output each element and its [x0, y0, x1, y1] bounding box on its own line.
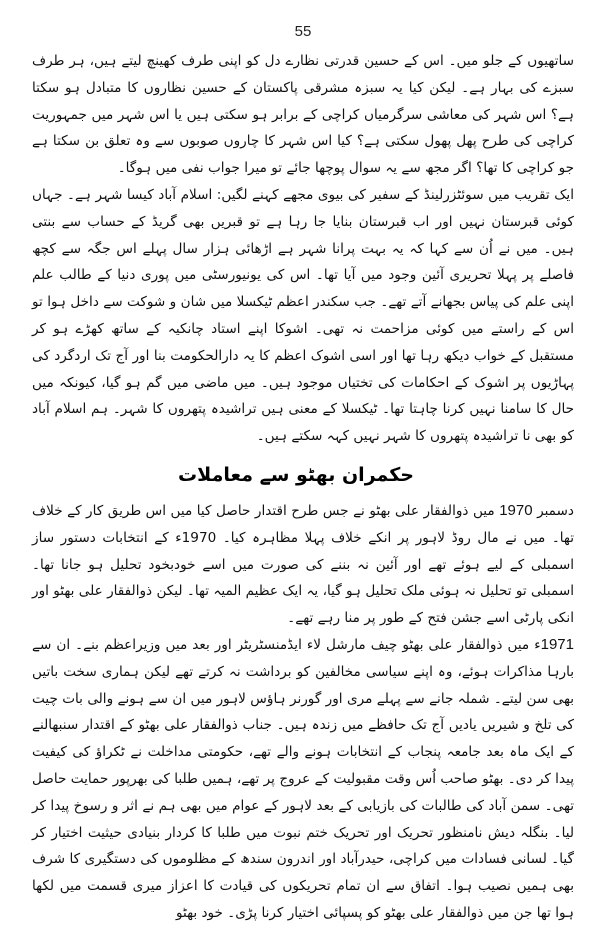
page-number: 55 — [294, 23, 312, 40]
paragraph-4 — [32, 632, 574, 927]
paragraph-3-text: میں ذوالفقار علی بھٹو نے جس طرح اقتدار حاصل کیا میں اس طریق کار کے خلاف تھا۔ میں نے مال روڈ لاہور پر انکے خلاف پہلا مظاہرہ کیا۔ 1970ء کے انتخابات دستور ساز اسمبلی کے لیے ہوئے تھے اور آئین نہ بننے کی صورت میں اسے خودبخود تحلیل ہو جانا تھا۔ اسمبلی تو تحلیل نہ ہوئی ملک تحلیل ہو گیا، یہ ایک عظیم المیہ تھا۔ لیکن ذوالفقار علی بھٹو اور انکی پارٹی اسے جشن فتح کے طور پر منا رہے تھے۔ — [32, 502, 574, 627]
paragraph-3-lead: دسمبر — [532, 502, 574, 519]
paragraph-4-year: 1971 — [540, 635, 574, 653]
paragraph-1: ساتھیوں کے جلو میں۔ اس کے حسین قدرتی نظارے دل کو اپنی طرف کھینچ لیتے ہیں، ہر طرف سبزے کی بہار ہے۔ لیکن کیا یہ سبزہ مشرقی پاکستان کے حسین نظاروں کا متبادل ہو سکتا ہے؟ اس شہر کی معاشی سرگرمیاں کراچی کے برابر ہو سکتی ہیں یا اس شہر میں جمہوریت کراچی کی طرح پھل پھول سکتی ہے؟ کیا اس شہر کا چاروں صوبوں سے وہ تعلق بن سکتا ہے جو کراچی کا تھا؟ اگر مجھ سے یہ سوال پوچھا جائے تو میرا جواب نفی میں ہوگا۔ — [32, 53, 574, 177]
paragraph-4-text: ء میں ذوالفقار علی بھٹو چیف مارشل لاء ایڈمنسٹریٹر اور بعد میں وزیراعظم بنے۔ ان سے بارہا مذاکرات ہوئے، وہ اپنے سیاسی مخالفین کو برداشت نہ کرتے تھے لیکن ہماری سخت باتیں بھی سن لیتے۔ شملہ جانے سے پہلے مری اور گورنر ہاؤس لاہور میں ان سے ہونے والی بات چیت کی تلخ و شیریں یادیں آج تک حافظے میں زندہ ہیں۔ جناب ذوالفقار علی بھٹو کے اقتدار سنبھالنے کے ایک ماہ بعد جامعہ پنجاب کے انتخابات ہونے والے تھے، حکومتی مداخلت نے ٹکراؤ کی کیفیت پیدا کر دی۔ بھٹو صاحب اُس وقت مقبولیت کے عروج پر تھے، ہمیں طلبا کی بھرپور حمایت حاصل تھی۔ سمن آباد کی طالبات کی بازیابی کے بعد لاہور کے عوام میں بھی ہم نے اثر و رسوخ پیدا کر لیا۔ بنگلہ دیش نامنظور تحریک اور تحریک ختم نبوت میں طلبا کا کردار بنیادی حیثیت اختیار کر گیا۔ لسانی فسادات میں کراچی، حیدرآباد اور اندرون سندھ کے مظلوموں کی دستگیری کا شرف بھی ہمیں نصیب ہوا۔ اتفاق سے ان تمام تحریکوں کی قیادت کا اعزاز میری قسمت میں لکھا ہوا تھا جن میں ذوالفقار علی بھٹو کو پسپائی اختیار کرنا پڑی۔ خود بھٹو — [32, 636, 574, 921]
paragraph-2: ایک تقریب میں سوئٹزرلینڈ کے سفیر کی بیوی مجھے کہنے لگیں: اسلام آباد کیسا شہر ہے۔ جہاں کوئی قبرستان نہیں اور اب قبرستان بنایا جا رہا ہے تو قبریں بھی گریڈ کے حساب سے بنتی ہیں۔ میں نے اُن سے کہا کہ یہ بہت پرانا شہر ہے اڑھائی ہزار سال پہلے اس جگہ سے کچھ فاصلے پر پہلا تحریری آئین وجود میں آیا تھا۔ اس کی یونیورسٹی میں پوری دنیا کے طالب علم اپنی علم کی پیاس بجھانے آتے تھے۔ جب سکندر اعظم ٹیکسلا میں شان و شوکت سے داخل ہوا تو اس کے راستے میں کوئی مزاحمت نہ تھی۔ اشوکا اپنے استاد چانکیہ کے ساتھ کھڑے ہو کر مستقبل کے خواب دیکھ رہا تھا اور اسی اشوک اعظم کا یہ دارالحکومت بنا اور آج تک اردگرد کی پہاڑیوں پر اشوک کے احکامات کی تختیاں موجود ہیں۔ میں ماضی میں گم ہو گیا، کیونکہ میں حال کا سامنا نہیں کرنا چاہتا تھا۔ ٹیکسلا کے معنی ہیں تراشیدہ پتھروں کا شہر۔ ہم اسلام آباد کو بھی نا تراشیدہ پتھروں کا شہر نہیں کہہ سکتے ہیں۔ — [32, 186, 574, 445]
body-text — [32, 48, 574, 927]
paragraph-3-year: 1970 — [499, 501, 533, 519]
section-heading: حکمران بھٹو سے معاملات — [178, 463, 414, 486]
paragraph-3 — [32, 498, 574, 632]
